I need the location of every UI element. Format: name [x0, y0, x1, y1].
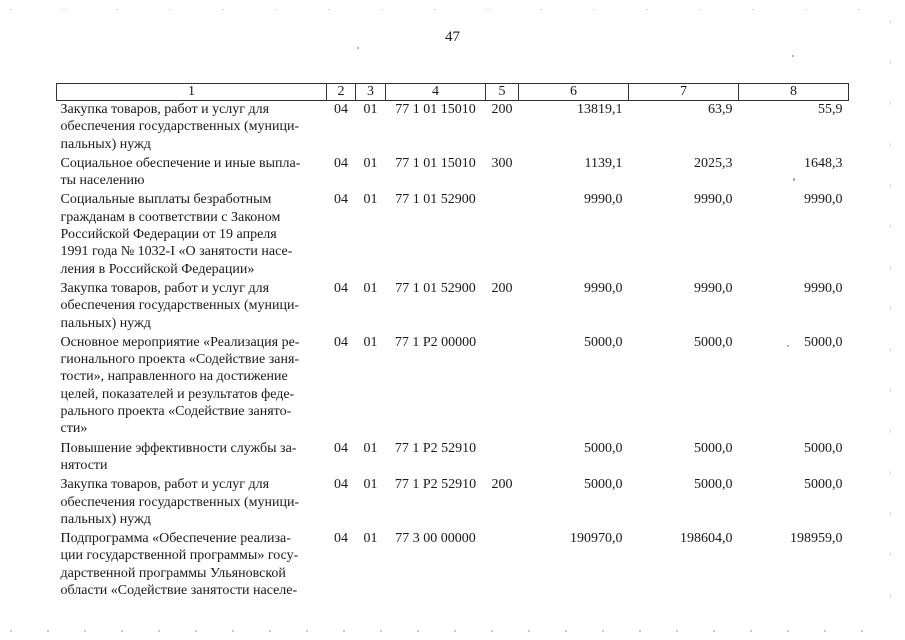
scan-noise-top [10, 9, 895, 10]
row-amount-col6: 5000,0 [584, 440, 623, 456]
scan-speck [792, 55, 794, 57]
header-row [57, 84, 849, 101]
row-name-line: области «Содействие занятости населе- [60, 583, 298, 599]
row-amount-col6: 13819,1 [577, 102, 623, 117]
table-body [57, 101, 849, 602]
row-name [57, 476, 327, 530]
row-amount-col7: 5000,0 [694, 334, 733, 350]
row-section-code: 04 [334, 440, 348, 456]
table-row [57, 334, 849, 440]
row-name-line: тости», направленного на достижение [60, 369, 288, 385]
row-subsection-code: 01 [363, 477, 378, 493]
row-target-article: 77 1 P2 52910 [394, 477, 477, 493]
table-row [57, 191, 849, 279]
row-amount-col8: 55,9 [818, 102, 843, 117]
row-expense-type: 200 [491, 477, 513, 493]
column-header-5: 5 [486, 84, 519, 101]
row-name-line: сти» [60, 421, 88, 437]
row-amount-col6: 190970,0 [570, 531, 623, 547]
scan-speck [357, 47, 359, 49]
row-name-line: гионального проекта «Содействие заня- [60, 352, 300, 368]
row-name [57, 440, 327, 477]
row-expense-type [486, 440, 519, 477]
row-name [57, 334, 327, 440]
page-number: 47 [445, 29, 460, 45]
row-target-article: 77 3 00 00000 [395, 531, 476, 547]
row-target-article: 77 1 01 15010 [395, 102, 476, 117]
row-amount-col6: 9990,0 [584, 192, 623, 208]
row-amount-col7: 2025,3 [694, 155, 733, 171]
table-row [57, 155, 849, 192]
row-amount-col8: 5000,0 [804, 334, 843, 350]
row-name-line: обеспечения государственных (муници- [60, 298, 300, 314]
row-name-line: ты населению [60, 173, 145, 189]
table-row [57, 440, 849, 477]
row-name-line: ции государственной программы» госу- [60, 548, 299, 564]
row-section-code: 04 [334, 155, 348, 171]
row-name [57, 280, 327, 334]
row-name-line: гражданам в соответствии с Законом [60, 209, 281, 225]
row-expense-type [486, 530, 519, 601]
row-amount-col6: 5000,0 [584, 477, 623, 493]
column-header-3: 3 [356, 84, 386, 101]
row-amount-col7: 5000,0 [694, 477, 733, 493]
row-target-article: 77 1 01 52900 [395, 280, 476, 296]
row-amount-col8: 5000,0 [804, 440, 843, 456]
row-name-line: 1991 года № 1032-I «О занятости насе- [60, 244, 293, 260]
row-target-article: 77 1 01 52900 [395, 192, 476, 208]
row-name [57, 191, 327, 279]
table-row [57, 280, 849, 334]
row-amount-col7: 9990,0 [694, 192, 733, 208]
column-header-1: 1 [57, 84, 327, 101]
row-section-code: 04 [334, 334, 348, 350]
table-row [57, 101, 849, 155]
row-amount-col6: 1139,1 [584, 155, 623, 171]
row-name-line: ления в Российской Федерации» [60, 261, 255, 277]
row-amount-col6: 9990,0 [584, 280, 623, 296]
table-row [57, 476, 849, 530]
row-name-line: Основное мероприятие «Реализация ре- [60, 334, 300, 350]
row-amount-col6: 5000,0 [584, 334, 623, 350]
row-name-line: пальных) нужд [60, 136, 151, 152]
column-header-4: 4 [386, 84, 486, 101]
row-name [57, 530, 327, 601]
row-amount-col7: 63,9 [708, 102, 733, 117]
row-section-code: 04 [334, 192, 348, 208]
row-target-article: 77 1 01 15010 [395, 155, 476, 171]
column-header-7: 7 [629, 84, 739, 101]
row-subsection-code: 01 [363, 280, 378, 296]
row-amount-col7: 5000,0 [694, 440, 733, 456]
row-subsection-code: 01 [363, 102, 378, 117]
row-section-code: 04 [334, 531, 348, 547]
row-name-line: нятости [60, 457, 108, 473]
row-amount-col8: 198959,0 [790, 531, 843, 547]
row-subsection-code: 01 [363, 334, 378, 350]
row-name [57, 155, 327, 192]
row-name-line: обеспечения государственных (муници- [60, 119, 300, 135]
scan-noise-bottom [10, 630, 895, 632]
column-header-2: 2 [327, 84, 356, 101]
row-name-line: Российской Федерации от 19 апреля [60, 227, 277, 243]
row-name-line: обеспечения государственных (муници- [60, 494, 300, 510]
row-subsection-code: 01 [363, 531, 378, 547]
row-amount-col7: 9990,0 [694, 280, 733, 296]
row-name-line: Социальные выплаты безработным [60, 192, 272, 208]
row-name-line: рального проекта «Содействие занято- [60, 404, 292, 420]
scan-edge-right [890, 20, 891, 620]
row-section-code: 04 [334, 280, 348, 296]
row-name-line: Закупка товаров, работ и услуг для [60, 477, 270, 493]
row-expense-type: 300 [491, 155, 513, 171]
row-name-line: пальных) нужд [60, 315, 151, 331]
row-name [57, 101, 327, 155]
row-amount-col8: 1648,3 [804, 155, 843, 171]
row-target-article: 77 1 P2 00000 [394, 334, 477, 350]
row-name-line: Социальное обеспечение и иные выпла- [60, 155, 301, 171]
table-row [57, 530, 849, 601]
row-subsection-code: 01 [363, 440, 378, 456]
row-subsection-code: 01 [363, 155, 378, 171]
row-name-line: Повышение эффективности службы за- [60, 440, 297, 456]
row-expense-type [486, 334, 519, 440]
row-amount-col8: 5000,0 [804, 477, 843, 493]
row-expense-type [486, 191, 519, 279]
row-amount-col8: 9990,0 [804, 192, 843, 208]
row-name-line: Подпрограмма «Обеспечение реализа- [60, 531, 291, 547]
row-target-article: 77 1 P2 52910 [394, 440, 477, 456]
row-amount-col7: 198604,0 [680, 531, 733, 547]
row-expense-type: 200 [491, 280, 513, 296]
row-name-line: Закупка товаров, работ и услуг для [60, 102, 270, 117]
budget-table [56, 83, 849, 601]
column-header-6: 6 [519, 84, 629, 101]
row-amount-col8: 9990,0 [804, 280, 843, 296]
column-header-8: 8 [739, 84, 849, 101]
row-name-line: целей, показателей и результатов феде- [60, 386, 295, 402]
row-subsection-code: 01 [363, 192, 378, 208]
row-expense-type: 200 [491, 102, 513, 117]
row-section-code: 04 [334, 102, 348, 117]
row-name-line: Закупка товаров, работ и услуг для [60, 280, 270, 296]
row-section-code: 04 [334, 477, 348, 493]
row-name-line: пальных) нужд [60, 511, 151, 527]
row-name-line: дарственной программы Ульяновской [60, 565, 286, 581]
